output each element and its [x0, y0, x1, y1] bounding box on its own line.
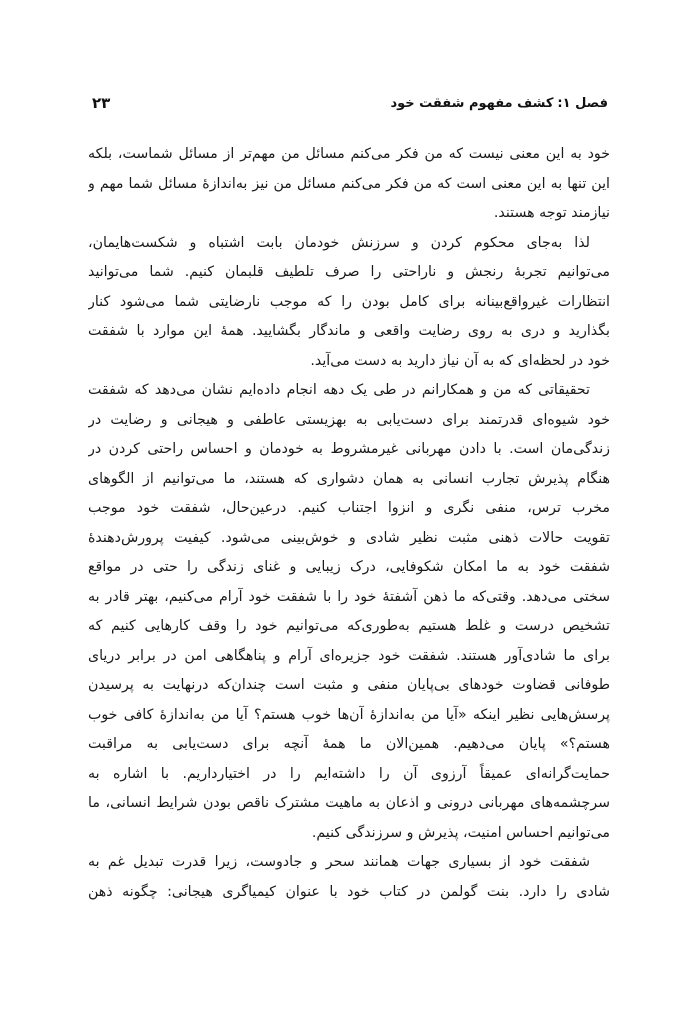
text-line: می‌توانیم تجربهٔ رنجش و ناراحتی را صرف تلطیف قلبمان کنیم. شما می‌توانید	[88, 264, 610, 280]
text-line: هنگام پذیرش تجارب انسانی به همان دشواری که هستند، ما می‌توانیم از الگوهای	[88, 470, 610, 487]
text-line: سرچشمه‌های مهربانی درونی و اذعان به ماهیت مشترک ناقص بودن شرایط انسانی، ما	[88, 795, 610, 811]
text-line: خود به این معنی نیست که من فکر می‌کنم مسائل من مهم‌تر از مسائل شماست، بلکه	[88, 146, 610, 162]
text-line: سختی می‌دهد. وقتی‌که ما ذهن آشفتهٔ خود را با شفقت خود آرام می‌کنیم، بهتر قادر به	[88, 588, 610, 605]
chapter-title: کشف مفهوم شفقت خود	[390, 95, 554, 111]
text-line: خود در لحظه‌ای که به آن نیاز دارید به دست می‌آید.	[310, 352, 610, 369]
text-line: انتظارات غیرواقع‌بینانه برای کامل بودن را که موجب نارضایتی شما می‌شود کنار	[88, 293, 610, 310]
text-line: این تنها به این معنی است که من فکر می‌کنم مسائل من نیز به‌اندازهٔ مسائل شما مهم و	[88, 175, 610, 192]
chapter-heading	[390, 96, 608, 111]
text-line: شادی را دارد. بنت گولمن در کتاب خود با عنوان کیمیاگری هیجانی: چگونه ذهن	[88, 883, 610, 900]
text-line: می‌توانیم احساس امنیت، پذیرش و سرزندگی کنیم.	[311, 824, 610, 841]
paragraph	[88, 848, 610, 907]
text-line: تحقیقاتی که من و همکارانم در طی یک دهه انجام داده‌ایم نشان می‌دهد که شفقت	[88, 382, 590, 398]
paragraph	[88, 376, 610, 848]
text-line: شفقت خود از بسیاری جهات همانند سحر و جادوست، زیرا قدرت تبدیل غم به	[88, 854, 590, 870]
text-line: هستم؟» پایان می‌دهیم. همین‌الان ما همهٔ آنچه برای دست‌یابی به مراقبت	[88, 736, 610, 752]
text-line: نیازمند توجه هستند.	[493, 205, 610, 221]
text-line: طوفانی قضاوت خودهای بی‌پایان منفی و مثبت است چندان‌که درنهایت به پرسیدن	[88, 677, 610, 693]
body-text	[88, 140, 610, 907]
text-line: برای ما شادی‌آور هستند. شفقت خود جزیره‌ای آرام و پناهگاهی امن در برابر دریای	[88, 647, 610, 664]
paragraph	[88, 140, 610, 229]
running-header	[92, 92, 608, 114]
text-line: بگذارید و دری به روی رضایت واقعی و ماندگار بگشایید. همهٔ این موارد با شفقت	[88, 323, 610, 339]
text-line: خود شیوه‌ای قدرتمند برای دست‌یابی به بهزیستی عاطفی و هیجانی و رضایت در	[88, 411, 610, 428]
paragraph	[88, 229, 610, 377]
text-line: تشخیص درست و غلط هستیم به‌طوری‌که می‌توانیم خود را وقف کارهایی کنیم که	[88, 618, 610, 634]
text-line: زندگی‌مان است. با دادن مهربانی غیرمشروط به خودمان و احساس راحتی کردن در	[88, 441, 610, 457]
text-line: پرسش‌هایی نظیر اینکه «آیا من به‌اندازهٔ آن‌ها خوب هستم؟ آیا من به‌اندازهٔ کافی خوب	[88, 706, 610, 723]
page-number: ۲۳	[92, 94, 111, 112]
text-line: حمایت‌گرانه‌ای عمیقاً آرزوی آن را داشته‌ایم را در اختیارداریم. با اشاره به	[88, 765, 610, 782]
text-line: لذا به‌جای محکوم کردن و سرزنش خودمان بابت اشتباه و شکست‌هایمان،	[88, 234, 590, 251]
text-line: شفقت خود به ما امکان شکوفایی، درک زیبایی و غنای زندگی را حتی در مواقع	[88, 559, 610, 575]
text-line: تقویت حالات ذهنی مثبت نظیر شادی و خوش‌بینی می‌شود. کیفیت پرورش‌دهندهٔ	[88, 529, 610, 546]
text-line: مخرب ترس، منفی نگری و انزوا اجتناب کنیم. درعین‌حال، شفقت خود موجب	[88, 500, 610, 516]
chapter-label: فصل ۱:	[557, 95, 608, 111]
